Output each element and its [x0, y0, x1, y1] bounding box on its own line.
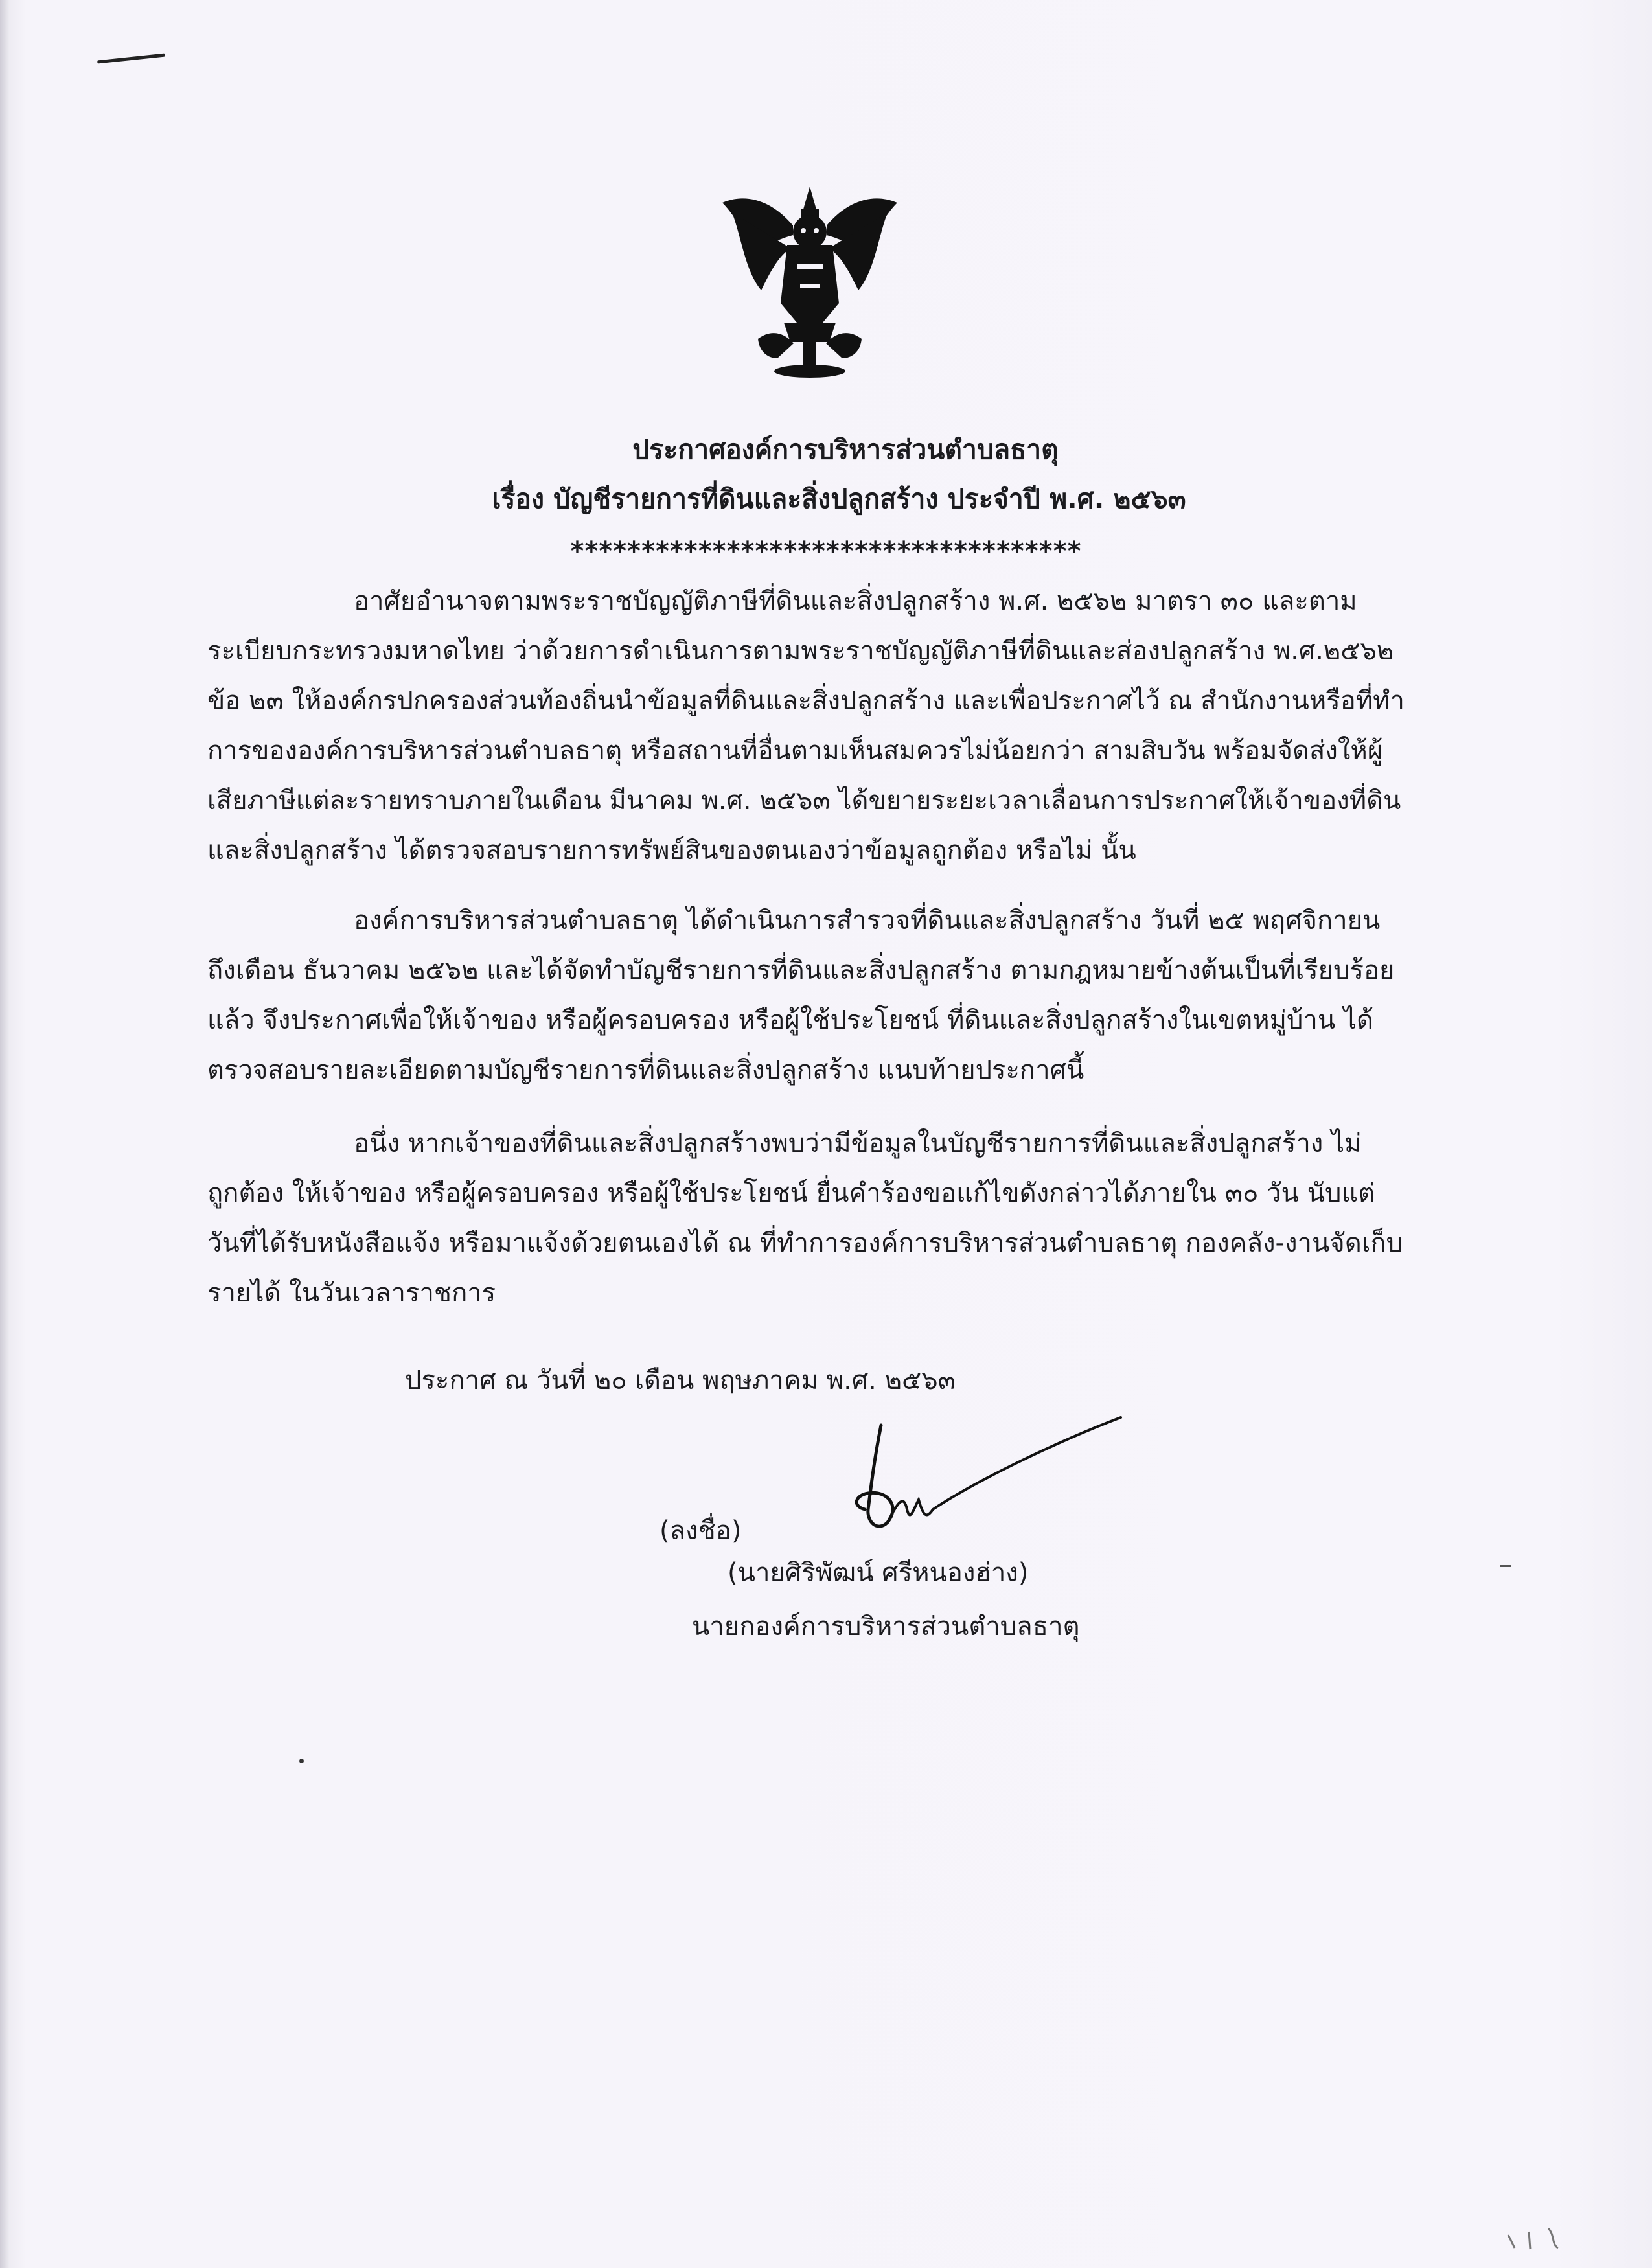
pen-mark — [97, 54, 165, 64]
signer-position: นายกองค์การบริหารส่วนตำบลธาตุ — [692, 1612, 1080, 1642]
paragraph-correction — [207, 1119, 1497, 1318]
paragraph-line: แล้ว จึงประกาศเพื่อให้เจ้าของ หรือผู้ครอบครอง หรือผู้ใช้ประโยชน์ ที่ดินและสิ่งปลูกสร้างในเขตหมู่บ้าน ได้ — [207, 1005, 1373, 1035]
paragraph-line: องค์การบริหารส่วนตำบลธาตุ ได้ดำเนินการสำรวจที่ดินและสิ่งปลูกสร้าง วันที่ ๒๕ พฤศจิกายน — [354, 906, 1381, 935]
handwritten-signature — [842, 1412, 1127, 1574]
document-title: ประกาศองค์การบริหารส่วนตำบลธาตุ — [632, 434, 1059, 465]
paragraph-line: ข้อ ๒๓ ให้องค์กรปกครองส่วนท้องถิ่นนำข้อมูลที่ดินและสิ่งปลูกสร้าง และเพื่อประกาศไว้ ณ สำนักงานหรือที่ทำ — [207, 686, 1405, 716]
signature-label: (ลงชื่อ) — [660, 1516, 742, 1546]
paragraph-line: รายได้ ในวันเวลาราชการ — [207, 1278, 496, 1308]
stray-dot — [299, 1759, 304, 1763]
signer-name: (นายศิริพัฒน์ ศรีหนองฮ่าง) — [728, 1558, 1029, 1588]
paragraph-line: ตรวจสอบรายละเอียดตามบัญชีรายการที่ดินและสิ่งปลูกสร้าง แนบท้ายประกาศนี้ — [207, 1055, 1084, 1085]
paragraph-line: ถึงเดือน ธันวาคม ๒๕๖๒ และได้จัดทำบัญชีรายการที่ดินและสิ่งปลูกสร้าง ตามกฎหมายข้างต้นเป็นที่เรียบร้อย — [207, 956, 1395, 985]
paragraph-line: ถูกต้อง ให้เจ้าของ หรือผู้ครอบครอง หรือผู้ใช้ประโยชน์ ยื่นคำร้องขอแก้ไขดังกล่าวได้ภายใน ๓๐ วัน นับแต่ — [207, 1178, 1375, 1208]
garuda-emblem-icon — [706, 174, 913, 381]
announcement-date: ประกาศ ณ วันที่ ๒๐ เดือน พฤษภาคม พ.ศ. ๒๕๖๓ — [405, 1366, 956, 1395]
paragraph-line: เสียภาษีแต่ละรายทราบภายในเดือน มีนาคม พ.ศ. ๒๕๖๓ ได้ขยายระยะเวลาเลื่อนการประกาศให้เจ้าของที่ดิน — [207, 786, 1401, 816]
paragraph-line: อนึ่ง หากเจ้าของที่ดินและสิ่งปลูกสร้างพบว่ามีข้อมูลในบัญชีรายการที่ดินและสิ่งปลูกสร้าง ไม่ — [354, 1128, 1362, 1158]
paragraph-line: ระเบียบกระทรวงมหาดไทย ว่าด้วยการดำเนินการตามพระราชบัญญัติภาษีที่ดินและส่องปลูกสร้าง พ.ศ.๒๕๖๒ — [207, 636, 1394, 666]
scan-artifact-marks — [1503, 2222, 1581, 2254]
document-subject: เรื่อง บัญชีรายการที่ดินและสิ่งปลูกสร้าง ประจำปี พ.ศ. ๒๕๖๓ — [492, 483, 1186, 514]
separator-line: ************************************ — [570, 536, 1082, 566]
paragraph-line: อาศัยอำนาจตามพระราชบัญญัติภาษีที่ดินและสิ่งปลูกสร้าง พ.ศ. ๒๕๖๒ มาตรา ๓๐ และตาม — [354, 586, 1357, 616]
paragraph-line: และสิ่งปลูกสร้าง ได้ตรวจสอบรายการทรัพย์สินของตนเองว่าข้อมูลถูกต้อง หรือไม่ นั้น — [207, 836, 1136, 865]
page-edge-shadow — [0, 0, 9, 2268]
paragraph-line: วันที่ได้รับหนังสือแจ้ง หรือมาแจ้งด้วยตนเองได้ ณ ที่ทำการองค์การบริหารส่วนตำบลธาตุ กองคลัง-งานจัดเก็บ — [207, 1228, 1403, 1258]
stray-dash — [1500, 1565, 1511, 1567]
paragraph-line: การขององค์การบริหารส่วนตำบลธาตุ หรือสถานที่อื่นตามเห็นสมควรไม่น้อยกว่า สามสิบวัน พร้อมจัดส่งให้ผู้ — [207, 736, 1383, 766]
paragraph-authority — [207, 577, 1497, 876]
paragraph-survey — [207, 896, 1497, 1095]
